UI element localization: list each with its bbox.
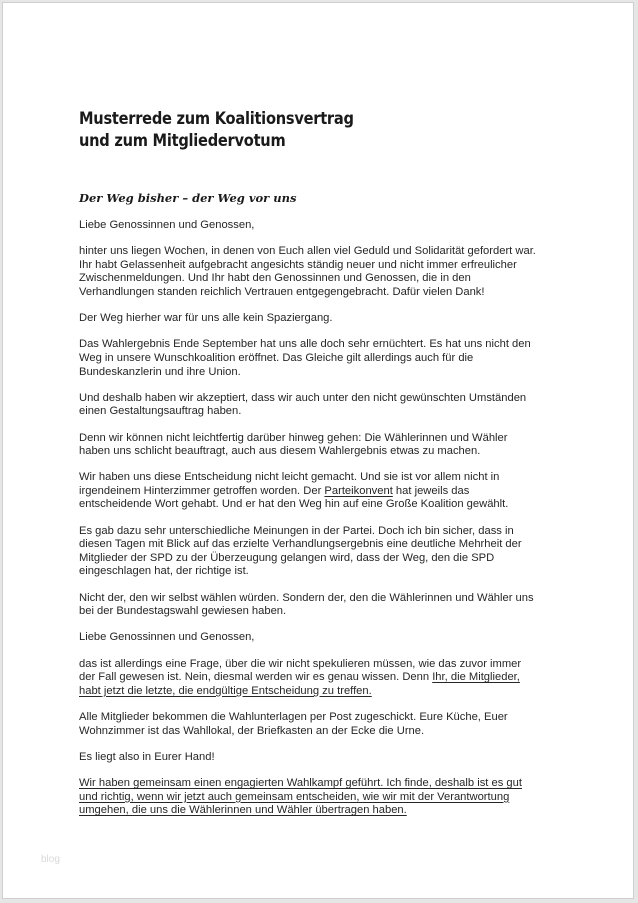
text-line: und richtig, wenn wir jetzt auch gemeinsam entscheiden, wie wir mit der Verantwortung [79, 790, 510, 803]
paragraph [79, 392, 571, 419]
text-line: Bundeskanzlerin und ihre Union. [79, 365, 241, 378]
text-line: entscheidende Wort gehabt. Und er hat den Weg hin auf eine Große Koalition gewählt. [79, 498, 509, 511]
text-line: Wir haben gemeinsam einen engagierten Wahlkampf geführt. Ich finde, deshalb ist es gut [79, 776, 522, 789]
text-line: Mitglieder der SPD zu der Überzeugung gelangen wird, dass der Weg, den die SPD [79, 551, 495, 564]
text-line: Alle Mitglieder bekommen die Wahlunterlagen per Post zugeschickt. Eure Küche, Euer [79, 710, 508, 723]
text-line: habt jetzt die letzte, die endgültige Entscheidung zu treffen. [79, 684, 372, 697]
text-line [79, 671, 571, 685]
text-line: Denn wir können nicht leichtfertig darüber hinweg gehen: Die Wählerinnen und Wähler [79, 431, 508, 444]
paragraph [79, 525, 571, 579]
text-line: haben uns schlicht beauftragt, auch aus diesem Wahlergebnis etwas zu machen. [79, 445, 481, 458]
text-line: Liebe Genossinnen und Genossen, [79, 219, 255, 231]
paragraph [79, 245, 571, 299]
text-line: Nicht der, den wir selbst wählen würden. Sondern der, den die Wählerinnen und Wähler uns [79, 591, 534, 604]
text-line: Verhandlungen standen reichlich Vertrauen entgegengebracht. Dafür vielen Dank! [79, 285, 485, 298]
paragraph [79, 432, 571, 459]
title-line-2: und zum Mitgliedervotum [79, 131, 286, 151]
paragraph [79, 219, 571, 233]
text-line: hinter uns liegen Wochen, in denen von Euch allen viel Geduld und Solidarität gefordert war. [79, 245, 536, 258]
paragraph [79, 631, 571, 645]
section-subtitle: Der Weg bisher – der Weg vor uns [79, 191, 297, 205]
text-line: Das Wahlergebnis Ende September hat uns alle doch sehr ernüchtert. Es hat uns nicht den [79, 338, 531, 351]
text-fragment: hat jeweils das [392, 484, 470, 497]
text-line: Und deshalb haben wir akzeptiert, dass wir auch unter den nicht gewünschten Umständen [79, 391, 527, 404]
text-line: Es gab dazu sehr unterschiedliche Meinungen in der Partei. Doch ich bin sicher, dass in [79, 524, 514, 537]
document-title [79, 108, 492, 152]
text-line: Wir haben uns diese Entscheidung nicht leicht gemacht. Und sie ist vor allem nicht in [79, 471, 500, 484]
text-line: einen Gestaltungsauftrag haben. [79, 405, 242, 418]
text-line: das ist allerdings eine Frage, über die wir nicht spekulieren müssen, wie das zuvor immer [79, 657, 522, 670]
text-line: Ihr habt Gelassenheit aufgebracht angesichts ständig neuer und nicht immer erfreulicher [79, 258, 517, 271]
text-line: Der Weg hierher war für uns alle kein Spaziergang. [79, 312, 333, 325]
paragraph [79, 658, 571, 699]
text-line: umgehen, die uns die Wählerinnen und Wähler übertragen haben. [79, 804, 407, 817]
paragraph [79, 751, 571, 765]
paragraph [79, 312, 571, 326]
text-line: Liebe Genossinnen und Genossen, [79, 631, 255, 644]
paragraph [79, 592, 571, 619]
text-fragment: der Fall gewesen ist. Nein, diesmal werden wir es genau wissen. Denn [79, 671, 433, 684]
underlined-text: Ihr, die Mitglieder, [432, 671, 520, 684]
document-page [2, 2, 634, 899]
text-line [79, 485, 571, 499]
text-line: diesen Tagen mit Blick auf das erzielte Verhandlungsergebnis eine deutliche Mehrheit der [79, 538, 522, 551]
paragraph [79, 471, 571, 512]
paragraph [79, 338, 571, 379]
text-line: Es liegt also in Eurer Hand! [79, 750, 215, 763]
text-line: Wohnzimmer ist das Wahllokal, der Briefkasten an der Ecke die Urne. [79, 724, 425, 737]
paragraph [79, 777, 571, 818]
text-line: Zwischenmeldungen. Und Ihr habt den Genossinnen und Genossen, die in den [79, 272, 471, 285]
title-line-1: Musterrede zum Koalitionsvertrag [79, 109, 354, 129]
document-body [79, 219, 571, 830]
text-fragment: irgendeinem Hinterzimmer getroffen worden. Der [79, 484, 325, 497]
watermark: blog [41, 854, 60, 865]
text-line: bei der Bundestagswahl gewiesen haben. [79, 605, 287, 618]
paragraph [79, 711, 571, 738]
parteikonvent-link[interactable]: Parteikonvent [324, 484, 393, 497]
text-line: eingeschlagen hat, der richtige ist. [79, 565, 249, 578]
text-line: Weg in unsere Wunschkoalition eröffnet. Das Gleiche gilt allerdings auch für die [79, 351, 474, 364]
